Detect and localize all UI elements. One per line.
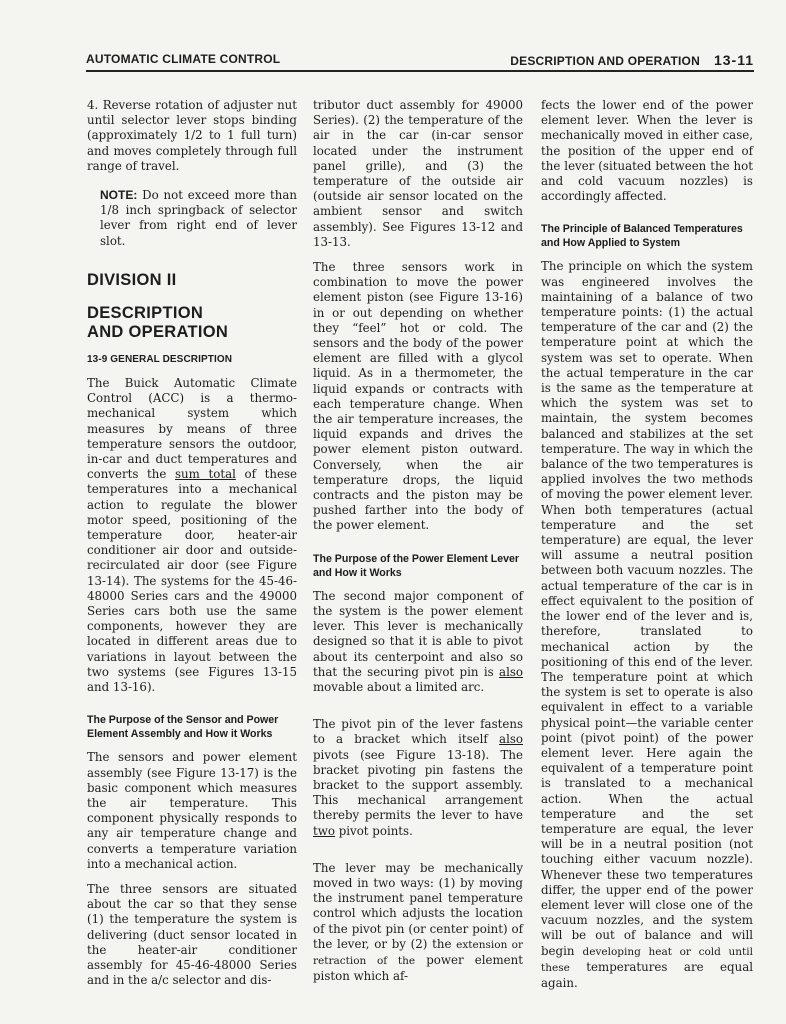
page-number: 13-11 bbox=[713, 52, 754, 68]
subheading-sensor-assembly: The Purpose of the Sensor and Power Element Assembly and How it Works bbox=[87, 714, 279, 741]
sensors-work-paragraph: The three sensors work in combination to move the power element piston (see Figure 13-16) in or out depending on whether they “feel” hot or cold. The sensors and the body of the power element are filled with a glycol liquid. As in a thermometer, the liquid expands or contracts with each temperature change. When the air temperature increases, the liquid expands and drives the power element piston outward. Conversely, when the air temperature drops, the liquid contracts and the piston may be pushed farther into the body of the power element. bbox=[313, 260, 523, 533]
sensor-paragraph: The sensors and power element assembly (see Figure 13-17) is the basic component which measures the air temperature. This component physically responds to any air temperature change and converts a temperature variation into a mechanical action. bbox=[87, 750, 297, 871]
header-section-title: DESCRIPTION AND OPERATION bbox=[510, 54, 700, 68]
general-underlined-text: sum total bbox=[175, 467, 236, 482]
division-title bbox=[87, 304, 297, 342]
three-sensors-paragraph: The three sensors are situated about the car so that they sense (1) the temperature the system is delivering (duct sensor located in the heater-air conditioner assembly for 45-46-48000 Series and in the a/c selector and dis- bbox=[87, 881, 297, 988]
second-text-a: The second major component of the system is the power element lever. This lever is mechanically designed so that it is able to pivot about its centerpoint and also so that the securing pivot pin is bbox=[313, 588, 523, 679]
pivot-text-b: pivots (see Figure 13-18). The bracket pivoting pin fastens the bracket to the support assembly. This mechanical arrangement thereby permits the lever to have bbox=[313, 747, 523, 823]
principle-paragraph bbox=[541, 259, 753, 991]
moved-text-a: The lever may be mechanically moved in two ways: (1) by moving the instrument panel temperature control which adjusts the location of the pivot pin (or center point) of the lever, or by (2) the bbox=[313, 860, 523, 951]
continued-lever-paragraph: fects the lower end of the power element lever. When the lever is mechanically moved in either case, the position of the upper end of the lever (situated between the hot and cold vacuum nozzles) is accordingly affected. bbox=[541, 98, 753, 204]
column-1 bbox=[87, 98, 297, 998]
page-header bbox=[86, 48, 754, 72]
continued-sensors-paragraph: tributor duct assembly for 49000 Series). (2) the temperature of the air in the car (in-car sensor located under the instrument panel grille), and (3) the temperature of the outside air (outside air sensor located on the ambient sensor and switch assembly). See Figures 13-12 and 13-13. bbox=[313, 98, 523, 249]
note-text: Do not exceed more than 1/8 inch springback of selector lever from right end of lever slot. bbox=[100, 188, 297, 248]
principle-text-a: The principle on which the system was engineered involves the maintaining of a balance of two temperature points: (1) the actual temperature of the car and (2) the temperature point at which the system was set to operate. When the actual temperature in the car is the same as the temperature at which the system was set to maintain, the system becomes balanced and stabilizes at the set temperature. The way in which the balance of the two temperatures is applied involves the two methods of moving the power element lever. When both temperatures (actual temperature and the set temperature) are equal, the lever will assume a neutral position between both vacuum nozzles. The actual temperature of the car is in effect equivalent to the position of the lower end of the lever and is, therefore, translated to mechanical action by the positioning of this end of the lever. The temperature point at which the system is set to operate is also equivalent in effect to a variable physical point—the variable center point (pivot point) of the power element lever. Here again the equivalent of a temperature point is translated to a mechanical action. When the actual temperature and the set temperature are equal, the lever will be in a neutral position (not touching either vacuum nozzle). Whenever these two temperatures differ, the upper end of the power element lever will close one of the vacuum nozzles, and the system will be out of balance and will begin bbox=[541, 259, 753, 958]
second-text-b: movable about a limited arc. bbox=[313, 679, 485, 694]
division-title-line-2: AND OPERATION bbox=[87, 322, 229, 341]
pivot-pin-paragraph bbox=[313, 717, 523, 839]
pivot-text-c: pivot points. bbox=[334, 823, 413, 838]
pivot-underlined-text-1: also bbox=[499, 732, 523, 747]
subheading-balanced-temperatures: The Principle of Balanced Temperatures and How Applied to System bbox=[541, 223, 743, 250]
moved-small-text: extension or retraction of the bbox=[313, 938, 523, 967]
general-text-b: of these temperatures into a mechanical action to regulate the blower motor speed, positioning of the temperature door, heater-air conditioner air door and outside-recirculated air door (see Figure 13-14). The systems for the 45-46-48000 Series cars and the 49000 Series cars both use the same components, however they are located in different areas due to variations in layout between the two systems (see Figures 13-15 and 13-16). bbox=[87, 467, 297, 695]
column-3 bbox=[541, 98, 753, 1001]
second-component-paragraph bbox=[313, 589, 523, 695]
note-label: NOTE: bbox=[100, 188, 138, 203]
pivot-text-a: The pivot pin of the lever fastens to a bracket which itself bbox=[313, 717, 523, 747]
step-4-paragraph: 4. Reverse rotation of adjuster nut until selector lever stops binding (approximately 1/2 to 1 full turn) and moves completely through full range of travel. bbox=[87, 98, 297, 173]
column-2 bbox=[313, 98, 523, 994]
division-title-line-1: DESCRIPTION bbox=[87, 303, 204, 322]
moved-text-b: power element piston which af- bbox=[313, 952, 523, 984]
subheading-power-element-lever: The Purpose of the Power Element Lever and How it Works bbox=[313, 552, 520, 579]
general-description-paragraph bbox=[87, 376, 297, 695]
header-section bbox=[510, 52, 754, 68]
pivot-underlined-text-2: two bbox=[313, 823, 335, 838]
general-text-a: The Buick Automatic Climate Control (ACC) is a thermo-mechanical system which measures by means of three temperature sensors the outdoor, in-car and duct temperatures and converts the bbox=[87, 376, 297, 482]
division-heading: DIVISION II bbox=[87, 270, 177, 289]
principle-small-text: developing heat or cold until these bbox=[541, 945, 753, 974]
second-underlined-text: also bbox=[499, 664, 523, 679]
principle-text-b: temperatures are equal again. bbox=[541, 959, 753, 990]
header-chapter-title: AUTOMATIC CLIMATE CONTROL bbox=[86, 52, 281, 66]
section-heading-general-description: 13-9 GENERAL DESCRIPTION bbox=[87, 353, 233, 365]
note-paragraph bbox=[87, 188, 297, 249]
lever-moved-paragraph bbox=[313, 861, 523, 985]
